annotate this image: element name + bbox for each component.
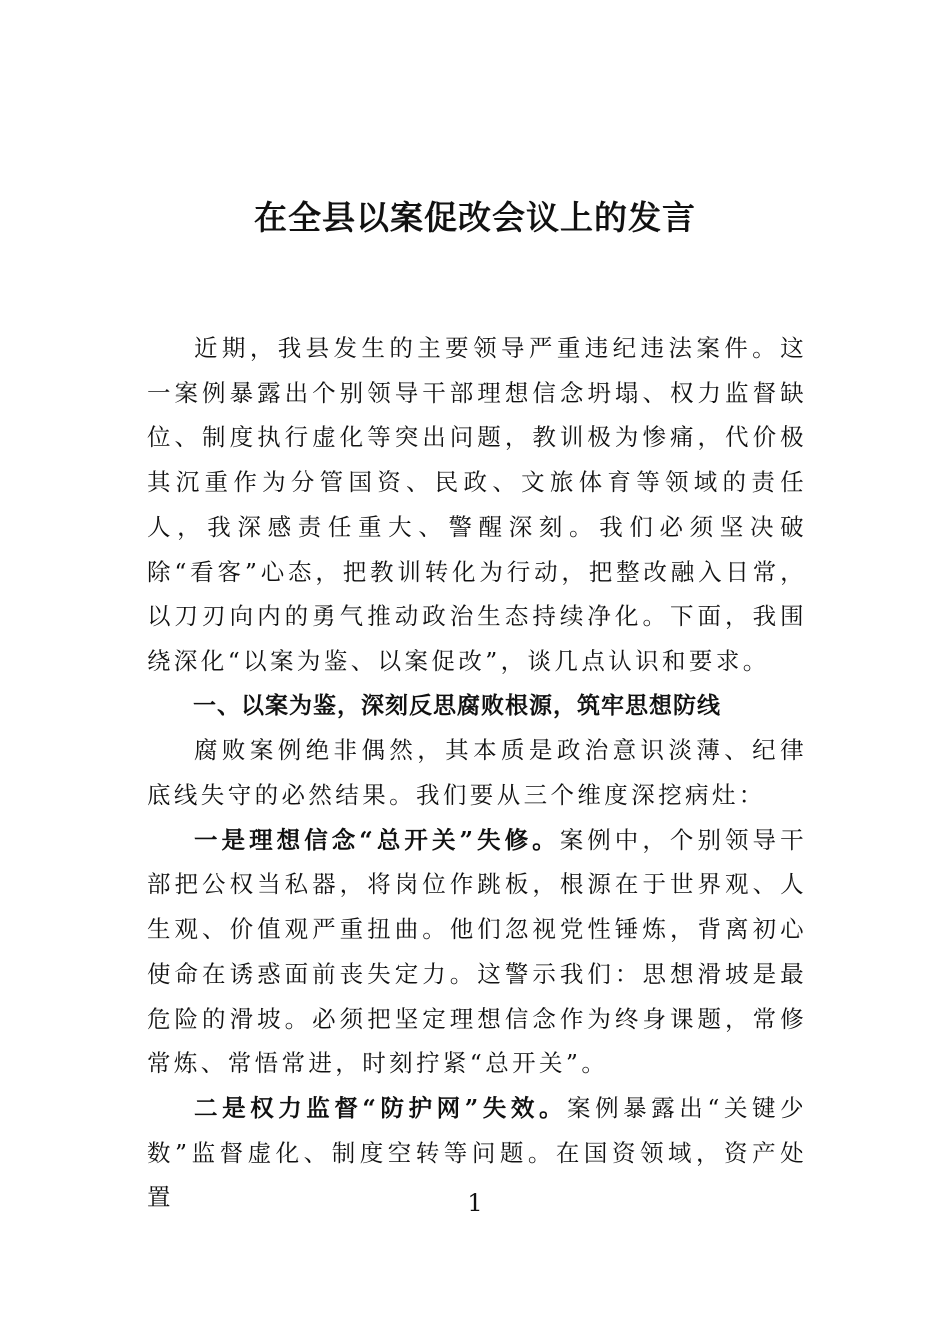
paragraph-intro: 近期，我县发生的主要领导严重违纪违法案件。这一案例暴露出个别领导干部理想信念坍塌、权力监督缺位、制度执行虚化等突出问题，教训极为惨痛，代价极其沉重作为分管国资、民政、文旅体育等领域的责任人，我深感责任重大、警醒深刻。我们必须坚决破除“看客”心态，把教训转化为行动，把整改融入日常，以刀刃向内的勇气推动政治生态持续净化。下面，我围绕深化“以案为鉴、以案促改”，谈几点认识和要求。 xyxy=(147,334,807,675)
section-heading-1: 一、以案为鉴，深刻反思腐败根源，筑牢思想防线 xyxy=(193,692,721,719)
document-title: 在全县以案促改会议上的发言 xyxy=(254,198,696,237)
point-1-body: 案例中，个别领导干部把公权当私器，将岗位作跳板，根源在于世界观、人生观、价值观严重扭曲。他们忽视党性锤炼，背离初心使命在诱惑面前丧失定力。这警示我们：思想滑坡是最危险的滑坡。必须把坚定理想信念作为终身课题，常修常炼、常悟常进，时刻拧紧“总开关”。 xyxy=(147,825,807,1078)
paragraph-point-1 xyxy=(147,818,807,1086)
paragraph-section-1-intro: 腐败案例绝非偶然，其本质是政治意识淡薄、纪律底线失守的必然结果。我们要从三个维度深挖病灶： xyxy=(147,736,807,810)
point-2-lead: 二是权力监督“防护网”失效。 xyxy=(194,1093,568,1122)
document-body xyxy=(147,326,807,1220)
page-number: 1 xyxy=(467,1189,483,1217)
point-2-body: 案例暴露出“关键少数”监督虚化、制度空转等问题。在国资领域，资产处置 xyxy=(147,1093,807,1212)
point-1-lead: 一是理想信念“总开关”失修。 xyxy=(194,825,560,854)
